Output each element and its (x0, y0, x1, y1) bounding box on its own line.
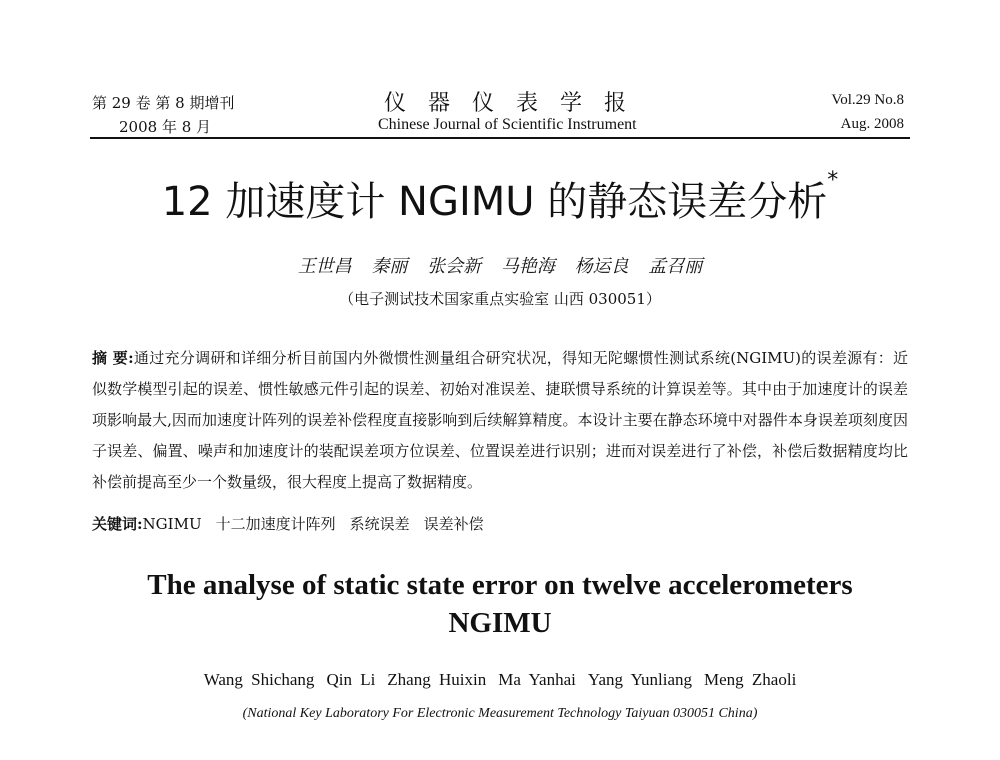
authors-cn: 王世昌 秦丽 张会新 马艳海 杨运良 孟召丽 (297, 256, 703, 277)
journal-name-en: Chinese Journal of Scientific Instrument (378, 116, 637, 133)
author-en: Wang Shichang (203, 670, 315, 689)
date-cn: 2008 年 8 月 (119, 118, 212, 136)
author-en: Yang Yunliang (587, 670, 692, 689)
keyword: 系统误差 (349, 515, 410, 533)
keyword: 十二加速度计阵列 (215, 515, 336, 533)
affiliation-en: (National Key Laboratory For Electronic Measurement Technology Taiyuan 030051 China) (242, 706, 758, 721)
abstract-cn (92, 343, 908, 498)
paper-title-en: The analyse of static state error on twelve accelerometers NGIMU (147, 569, 853, 639)
author-en: Qin Li (326, 670, 376, 689)
volume-issue-cn: 第 29 卷 第 8 期增刊 (92, 94, 235, 112)
title-footnote-mark: * (827, 168, 839, 193)
abstract-text: 通过充分调研和详细分析目前国内外微惯性测量组合研究状况，得知无陀螺惯性测试系统(NGIMU)的误差源有：近似数学模型引起的误差、惯性敏感元件引起的误差、初始对准误差、捷联惯导系统的计算误差等。其中由于加速度计的误差项影响最大,因而加速度计阵列的误差补偿程度直接影响到后续解算精度。本设计主要在静态环境中对器件本身误差项刻度因子误差、偏置、噪声和加速度计的装配误差项方位误差、位置误差进行识别；进而对误差进行了补偿，补偿后数据精度均比补偿前提高至少一个数量级，很大程度上提高了数据精度。 (92, 349, 908, 491)
author-en: Zhang Huixin (387, 670, 487, 689)
volume-issue-en: Vol.29 No.8 (831, 92, 904, 108)
affiliation-cn: （电子测试技术国家重点实验室 山西 030051） (339, 290, 661, 308)
abstract-label: 摘 要: (92, 349, 134, 367)
header-rule (90, 137, 910, 139)
keyword: NGIMU (142, 515, 202, 533)
keywords-label: 关键词: (92, 515, 143, 533)
paper-title-cn-text: 12 加速度计 NGIMU 的静态误差分析 (161, 179, 828, 225)
author-en: Meng Zhaoli (704, 670, 797, 689)
date-en: Aug. 2008 (840, 116, 904, 132)
author-en: Ma Yanhai (498, 670, 576, 689)
authors-en (0, 670, 1000, 690)
paper-title-cn (0, 170, 1000, 227)
keywords (92, 513, 498, 534)
keyword: 误差补偿 (423, 515, 484, 533)
journal-name-cn: 仪器仪表学报 (384, 91, 649, 116)
